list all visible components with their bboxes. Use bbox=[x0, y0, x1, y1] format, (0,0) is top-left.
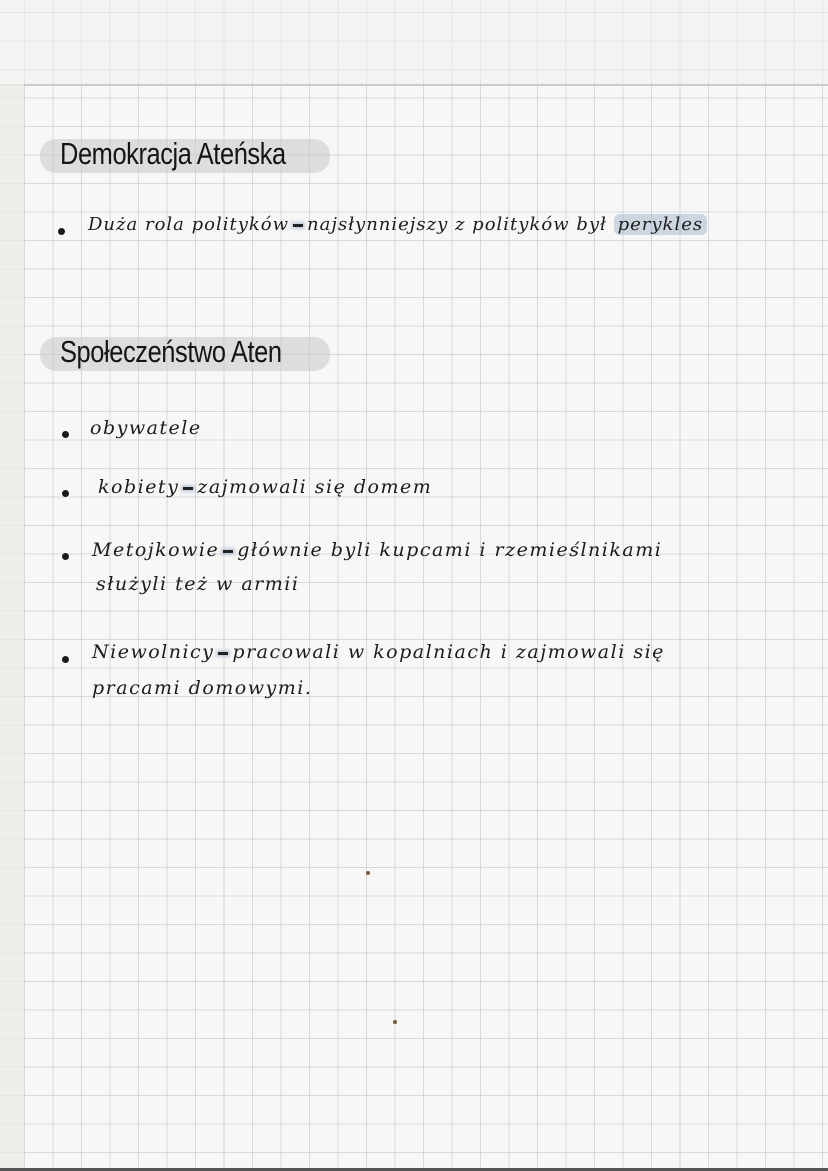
bullet-point bbox=[62, 431, 69, 438]
note-line-metics bbox=[92, 539, 662, 561]
bullet-point bbox=[62, 656, 69, 663]
bullet-point bbox=[62, 553, 69, 560]
note-text: Metojkowie bbox=[92, 539, 220, 561]
paper-speck bbox=[393, 1020, 397, 1024]
note-text: głównie byli kupcami i rzemieślnikami bbox=[237, 539, 663, 561]
note-text: Niewolnicy bbox=[92, 641, 215, 663]
note-text: zajmowali się domem bbox=[197, 476, 433, 498]
highlighted-name: perykles bbox=[614, 214, 708, 235]
dash-mark bbox=[223, 550, 233, 553]
page-top-strip bbox=[0, 0, 828, 86]
dash-mark bbox=[293, 224, 303, 227]
bullet-point bbox=[58, 228, 65, 235]
note-line-women bbox=[98, 476, 432, 498]
paper-speck bbox=[366, 871, 370, 875]
note-text: Duża rola polityków bbox=[88, 214, 290, 235]
note-line-politicians bbox=[88, 214, 707, 235]
dash-mark bbox=[183, 487, 193, 490]
note-line-metics-continued bbox=[96, 573, 299, 595]
bullet-point bbox=[62, 490, 69, 497]
note-text: najsłynniejszy z polityków był bbox=[307, 214, 607, 235]
page-left-margin bbox=[0, 84, 24, 1171]
note-line-citizens bbox=[90, 417, 202, 439]
note-text: pracami domowymi. bbox=[92, 677, 313, 699]
note-text: kobiety bbox=[98, 476, 180, 498]
section-heading-society: Społeczeństwo Aten bbox=[60, 334, 282, 369]
note-line-slaves bbox=[92, 641, 665, 663]
note-line-slaves-continued bbox=[92, 677, 312, 699]
note-text: służyli też w armii bbox=[96, 573, 300, 595]
note-text: obywatele bbox=[90, 417, 202, 439]
section-heading-democracy: Demokracja Ateńska bbox=[60, 136, 286, 171]
note-text: pracowali w kopalniach i zajmowali się bbox=[232, 641, 665, 663]
dash-mark bbox=[218, 652, 228, 655]
